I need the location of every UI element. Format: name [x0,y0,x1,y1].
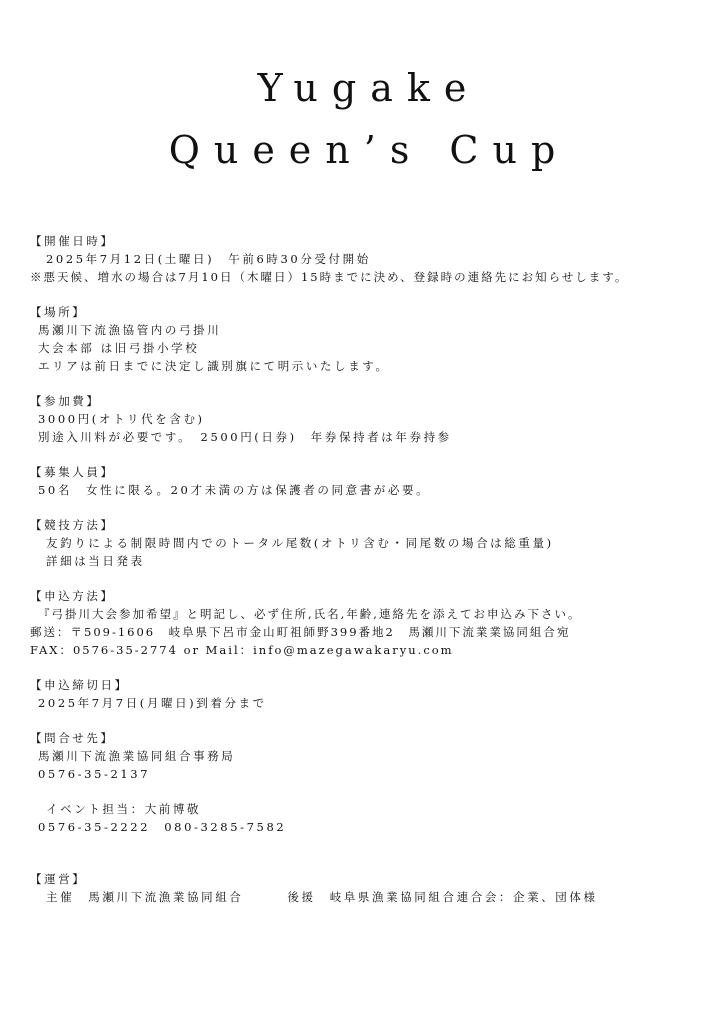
operation-line [30,888,710,906]
recruit-line-1: 50名 女性に限る。20才未満の方は保護者の同意書が必要。 [38,483,431,497]
event-title-line-2: Queen’s Cup [168,128,570,172]
section-contact [30,729,710,836]
section-heading-apply: 【申込方法】 [30,589,115,603]
section-heading-date: 【開催日時】 [30,234,115,248]
contact-line-3: イベント担当：大前博敬 [46,802,202,816]
place-line-3: エリアは前日までに決定し識別旗にて明示いたします。 [38,359,390,373]
section-method [30,516,710,570]
supporter-text: 後援 岐阜県漁業協同組合連合会：企業、団体様 [287,890,598,904]
section-deadline [30,676,710,712]
section-heading-fee: 【参加費】 [30,394,101,408]
contact-phone-1: 0576-35-2137 [38,767,151,781]
apply-line-1: 『弓掛川大会参加希望』と明記し、必ず住所,氏名,年齢,連絡先を添えてお申込み下さい。 [38,607,582,621]
event-title-line-1: Yugake [257,66,481,110]
place-line-2: 大会本部 は旧弓掛小学校 [38,341,200,355]
deadline-line-1: 2025年7月7日(月曜日)到着分まで [38,696,267,710]
section-recruit [30,463,710,499]
section-place [30,303,710,375]
section-heading-deadline: 【申込締切日】 [30,678,129,692]
method-line-1: 友釣りによる制限時間内でのトータル尾数(オトリ含む・同尾数の場合は総重量) [46,536,554,550]
apply-line-2: 郵送：〒509-1606 岐阜県下呂市金山町祖師野399番地2 馬瀬川下流業業協同組合宛 [30,625,571,639]
contact-phone-2: 0576-35-2222 080-3285-7582 [38,820,287,834]
section-operation [30,870,710,906]
contact-line-1: 馬瀬川下流漁業協同組合事務局 [38,749,236,763]
section-fee [30,392,710,446]
method-line-2: 詳細は当日発表 [46,554,145,568]
fee-line-2: 別途入川料が必要です。 2500円(日券) 年券保持者は年券持参 [38,430,452,444]
event-details [30,232,710,906]
weather-note: ※悪天候、増水の場合は7月10日（木曜日）15時までに決め、登録時の連絡先にお知らせします。 [30,270,629,284]
apply-line-3: FAX：0576-35-2774 or Mail：info@mazegawakaryu.com [30,643,454,657]
place-line-1: 馬瀬川下流漁協管内の弓掛川 [38,323,222,337]
section-apply [30,587,710,659]
date-line: 2025年7月12日(土曜日) 午前6時30分受付開始 [46,252,371,266]
section-heading-method: 【競技方法】 [30,518,115,532]
section-date [30,232,710,286]
section-heading-recruit: 【募集人員】 [30,465,115,479]
section-heading-contact: 【問合せ先】 [30,731,115,745]
section-heading-place: 【場所】 [30,305,87,319]
section-heading-operation: 【運営】 [30,872,87,886]
fee-line-1: 3000円(オトリ代を含む) [38,412,205,426]
organizer-text: 主催 馬瀬川下流漁業協同組合 [46,890,244,904]
